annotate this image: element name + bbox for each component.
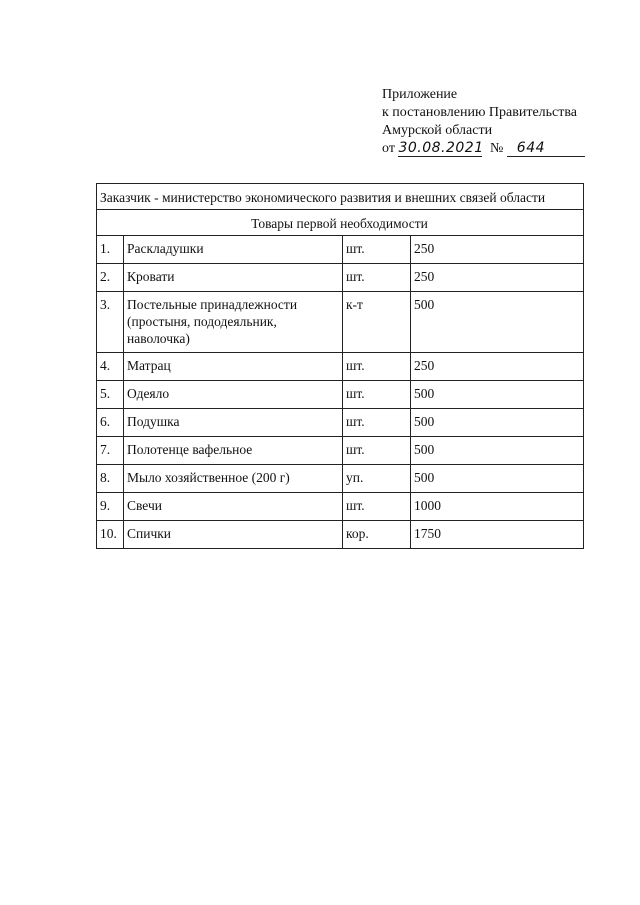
item-quantity: 500 xyxy=(411,292,584,353)
item-name: Подушка xyxy=(124,409,343,437)
item-unit: к-т xyxy=(343,292,411,353)
row-number: 5. xyxy=(97,381,124,409)
date-prefix: от xyxy=(382,141,395,156)
item-name: Одеяло xyxy=(124,381,343,409)
item-name: Раскладушки xyxy=(124,236,343,264)
appendix-header xyxy=(382,86,585,158)
resolution-ref: к постановлению Правительства xyxy=(382,105,578,120)
table-row xyxy=(97,381,584,409)
table-row xyxy=(97,437,584,465)
item-unit: шт. xyxy=(343,381,411,409)
item-quantity: 500 xyxy=(411,465,584,493)
appendix-label: Приложение xyxy=(382,87,458,102)
goods-category: Товары первой необходимости xyxy=(97,210,584,236)
item-unit: кор. xyxy=(343,521,411,549)
item-unit: шт. xyxy=(343,437,411,465)
table-row xyxy=(97,236,584,264)
item-quantity: 500 xyxy=(411,381,584,409)
item-quantity: 250 xyxy=(411,353,584,381)
table-row xyxy=(97,264,584,292)
item-unit: шт. xyxy=(343,264,411,292)
row-number: 4. xyxy=(97,353,124,381)
number-prefix: № xyxy=(489,141,504,156)
item-quantity: 500 xyxy=(411,437,584,465)
item-unit: шт. xyxy=(343,236,411,264)
table-row xyxy=(97,409,584,437)
item-quantity: 250 xyxy=(411,236,584,264)
table-subtitle-row xyxy=(97,210,584,236)
item-unit: уп. xyxy=(343,465,411,493)
table-row xyxy=(97,521,584,549)
row-number: 3. xyxy=(97,292,124,353)
row-number: 6. xyxy=(97,409,124,437)
row-number: 1. xyxy=(97,236,124,264)
item-name: Полотенце вафельное xyxy=(124,437,343,465)
handwritten-number: 644 xyxy=(507,140,585,157)
item-unit: шт. xyxy=(343,493,411,521)
item-unit: шт. xyxy=(343,353,411,381)
table-title-row xyxy=(97,184,584,210)
customer-title: Заказчик - министерство экономического развития и внешних связей области xyxy=(97,184,584,210)
item-quantity: 500 xyxy=(411,409,584,437)
handwritten-date: 30.08.2021 xyxy=(398,140,484,156)
table-row xyxy=(97,465,584,493)
table-row xyxy=(97,353,584,381)
row-number: 2. xyxy=(97,264,124,292)
date-number-line xyxy=(382,140,585,158)
row-number: 9. xyxy=(97,493,124,521)
row-number: 10. xyxy=(97,521,124,549)
item-name: Кровати xyxy=(124,264,343,292)
item-quantity: 1000 xyxy=(411,493,584,521)
item-unit: шт. xyxy=(343,409,411,437)
item-name: Матрац xyxy=(124,353,343,381)
item-name: Свечи xyxy=(124,493,343,521)
item-name: Спички xyxy=(124,521,343,549)
table-row xyxy=(97,493,584,521)
table-row xyxy=(97,292,584,353)
item-name: Постельные принадлежности (простыня, пододеяльник, наволочка) xyxy=(124,292,343,353)
row-number: 8. xyxy=(97,465,124,493)
item-quantity: 250 xyxy=(411,264,584,292)
item-quantity: 1750 xyxy=(411,521,584,549)
goods-table xyxy=(96,183,584,549)
item-name: Мыло хозяйственное (200 г) xyxy=(124,465,343,493)
row-number: 7. xyxy=(97,437,124,465)
region-name: Амурской области xyxy=(382,123,493,138)
